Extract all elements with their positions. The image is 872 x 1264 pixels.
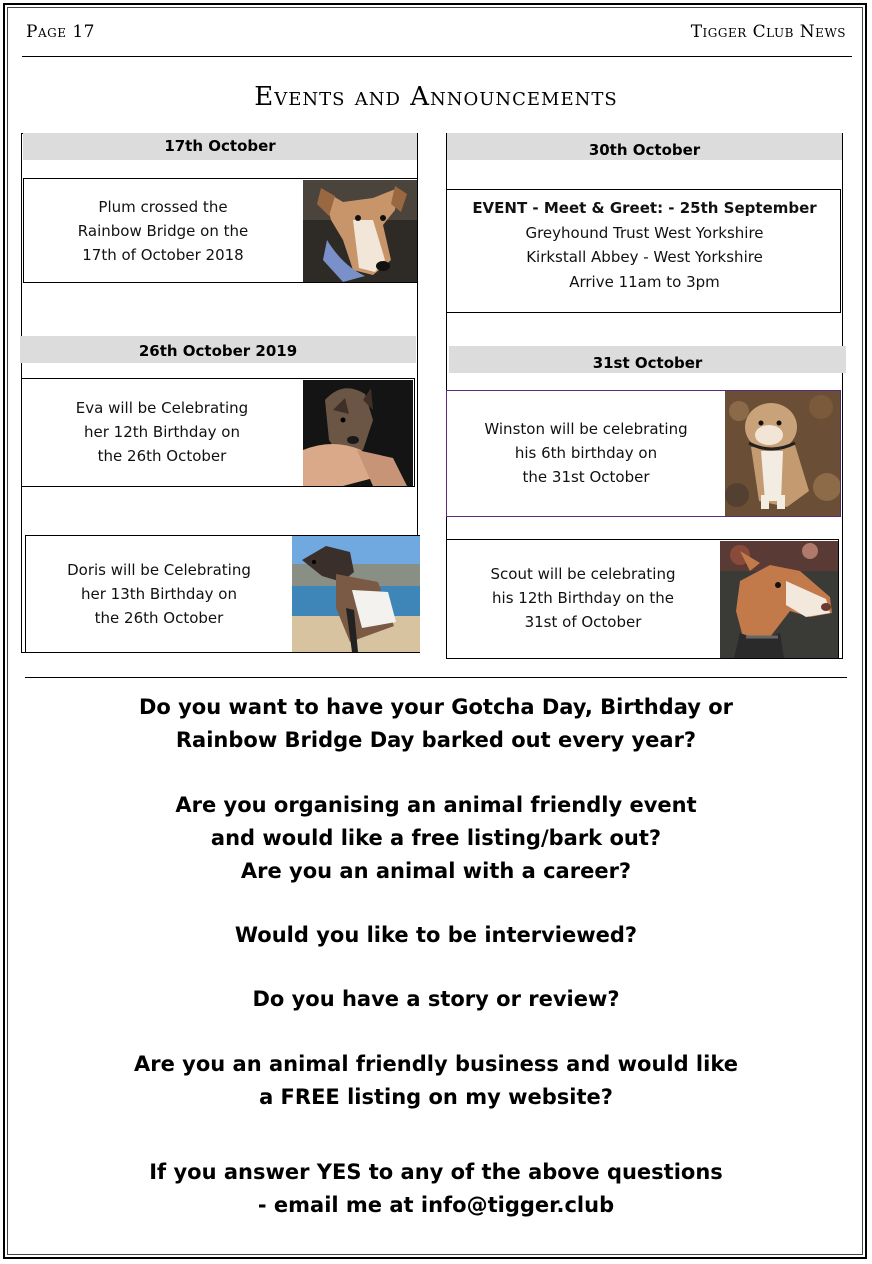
dog-photo-winston bbox=[725, 391, 840, 516]
card-line: the 31st October bbox=[522, 468, 650, 486]
card-line: Eva will be Celebrating bbox=[75, 399, 249, 417]
cta-line: and would like a free listing/bark out? bbox=[210, 826, 662, 850]
cta-line: Are you an animal with a career? bbox=[240, 859, 632, 883]
card-line: 17th of October 2018 bbox=[82, 246, 244, 264]
dog-photo-scout bbox=[720, 541, 838, 658]
cta-question-1 bbox=[0, 691, 872, 757]
date-band-26-october-2019: 26th October 2019 bbox=[20, 336, 416, 363]
dog-photo-doris bbox=[292, 536, 420, 652]
event-title: EVENT - Meet & Greet: - 25th September bbox=[472, 199, 817, 217]
cta-question-5: Do you have a story or review? bbox=[252, 987, 620, 1011]
card-line: the 26th October bbox=[97, 447, 227, 465]
card-scout bbox=[446, 539, 839, 659]
card-line: the 26th October bbox=[94, 609, 224, 627]
event-time: Arrive 11am to 3pm bbox=[569, 272, 720, 291]
section-rule bbox=[25, 677, 847, 678]
card-line: Winston will be celebrating bbox=[484, 420, 688, 438]
contact-email[interactable]: - email me at info@tigger.club bbox=[257, 1193, 615, 1217]
cta-contact bbox=[0, 1156, 872, 1222]
card-eva bbox=[21, 378, 415, 487]
card-line: Rainbow Bridge on the bbox=[77, 222, 249, 240]
cta-question-2 bbox=[0, 789, 872, 888]
cta-question-4: Would you like to be interviewed? bbox=[234, 923, 638, 947]
card-line: his 6th birthday on bbox=[514, 444, 658, 462]
card-line: 31st of October bbox=[524, 613, 642, 631]
card-line: his 12th Birthday on the bbox=[492, 589, 674, 607]
card-line: Plum crossed the bbox=[98, 198, 228, 216]
card-line: her 12th Birthday on bbox=[84, 423, 240, 441]
cta-line: If you answer YES to any of the above questions bbox=[149, 1160, 723, 1184]
card-line: Doris will be Celebrating bbox=[67, 561, 251, 579]
event-location: Kirkstall Abbey - West Yorkshire bbox=[526, 248, 763, 266]
card-line: her 13th Birthday on bbox=[81, 585, 237, 603]
date-band-31-october: 31st October bbox=[449, 346, 846, 373]
dog-photo-eva bbox=[303, 380, 413, 486]
date-band-30-october: 30th October bbox=[447, 133, 842, 160]
card-plum bbox=[23, 178, 418, 283]
card-event bbox=[446, 189, 841, 313]
cta-question-6 bbox=[0, 1048, 872, 1114]
card-line: Scout will be celebrating bbox=[490, 565, 676, 583]
date-band-17-october: 17th October bbox=[23, 133, 417, 160]
dog-photo-plum bbox=[303, 180, 417, 282]
cta-line: Do you want to have your Gotcha Day, Birthday or bbox=[138, 695, 734, 719]
cta-line: Are you organising an animal friendly event bbox=[175, 793, 697, 817]
card-winston bbox=[446, 390, 841, 517]
header-rule bbox=[22, 56, 852, 57]
cta-line: Rainbow Bridge Day barked out every year? bbox=[175, 728, 697, 752]
page-number: Page 17 bbox=[26, 22, 95, 42]
card-doris bbox=[25, 535, 420, 653]
cta-line: a FREE listing on my website? bbox=[259, 1085, 613, 1109]
event-organiser: Greyhound Trust West Yorkshire bbox=[525, 223, 764, 242]
newsletter-title: Tigger Club News bbox=[690, 22, 846, 42]
section-title: Events and Announcements bbox=[254, 82, 618, 112]
cta-line: Are you an animal friendly business and would like bbox=[134, 1052, 738, 1076]
